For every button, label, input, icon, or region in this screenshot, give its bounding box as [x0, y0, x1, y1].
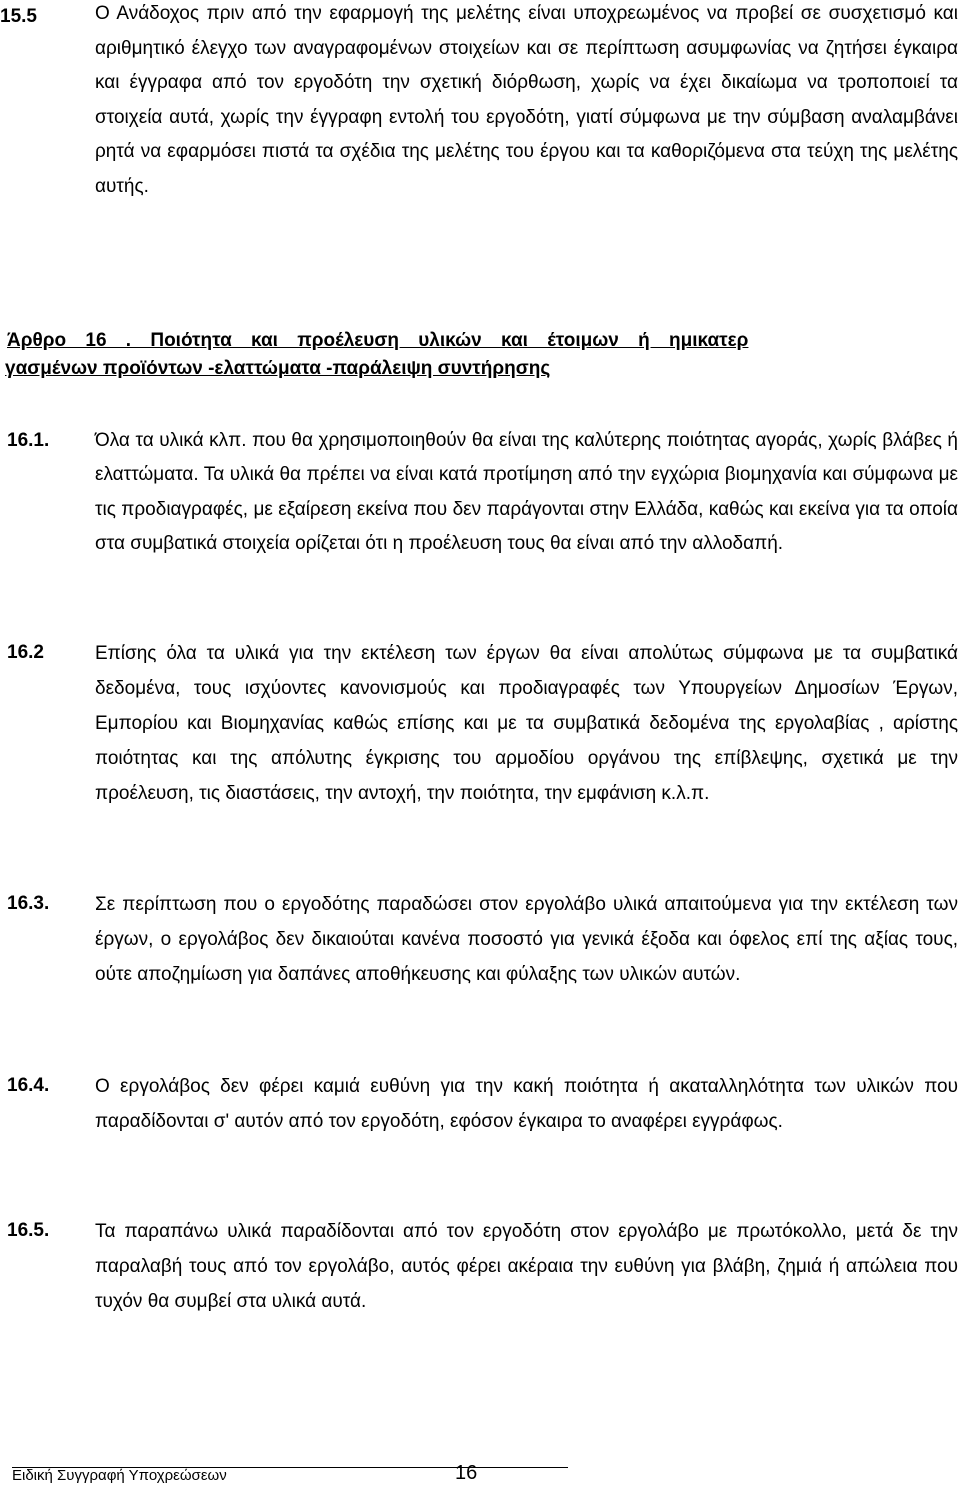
article-heading-line1: Άρθρο 16 . Ποιότητα και προέλευση υλικών και έτοιμων ή ημικατερ	[7, 330, 749, 351]
item-number: 16.3.	[7, 893, 50, 914]
item-text: Σε περίπτωση που ο εργοδότης παραδώσει στον εργολάβο υλικά απαιτούμενα για την εκτέλεση των έργων, ο εργολάβος δεν δικαιούται κανένα ποσοστό για γενικά έξοδα και όφελος επί της αξίας τους, ούτε αποζημίωση για δαπάνες αποθήκευσης και φύλαξης των υλικών αυτών.	[95, 894, 958, 985]
item-16-3	[7, 887, 958, 992]
item-16-1	[7, 424, 958, 562]
item-text: Ο εργολάβος δεν φέρει καμιά ευθύνη για την κακή ποιότητα ή ακαταλληλότητα των υλικών που παραδίδονται σ' αυτόν από τον εργοδότη, εφόσον έγκαιρα το αναφέρει εγγράφως.	[95, 1076, 958, 1132]
item-text: Όλα τα υλικά κλπ. που θα χρησιμοποιηθούν θα είναι της καλύτερης ποιότητας αγοράς, χωρίς βλάβες ή ελαττώματα. Τα υλικά θα πρέπει να είναι κατά προτίμηση από την εγχώρια βιομηχανία και σύμφωνα με τις προδιαγραφές, με εξαίρεση εκείνα που δεν παράγονται στην Ελλάδα, καθώς και εκείνα για τα οποία στα συμβατικά στοιχεία ορίζεται ότι η προέλευση τους θα είναι από την αλλοδαπή.	[95, 430, 958, 555]
item-number: 16.5.	[7, 1220, 50, 1241]
section-15-5	[0, 0, 958, 205]
item-16-2	[7, 636, 958, 811]
item-number: 16.2	[7, 642, 44, 663]
footer-page-number: 16	[455, 1462, 478, 1484]
article-heading-line2: γασμένων προϊόντων -ελαττώματα -παράλειψη συντήρησης	[5, 358, 551, 379]
item-number: 16.4.	[7, 1075, 50, 1096]
article-heading	[7, 327, 885, 383]
footer-title: Ειδική Συγγραφή Υποχρεώσεων	[12, 1467, 227, 1484]
section-number: 15.5	[0, 6, 37, 27]
item-16-5	[7, 1214, 958, 1319]
section-text: Ο Ανάδοχος πριν από την εφαρμογή της μελέτης είναι υποχρεωμένος να προβεί σε συσχετισμό και αριθμητικό έλεγχο των αναγραφομένων στοιχείων και σε περίπτωση ασυμφωνίας να ζητήσει έγκαιρα και έγγραφα από τον εργοδότη την σχετική διόρθωση, χωρίς να έχει δικαίωμα να τροποποιεί τα στοιχεία αυτά, χωρίς την έγγραφη εντολή του εργοδότη, γιατί σύμφωνα με την σύμβαση αναλαμβάνει ρητά να εφαρμόσει πιστά τα σχέδια της μελέτης του έργου και τα καθοριζόμενα στα τεύχη της μελέτης αυτής.	[95, 3, 958, 197]
item-16-4	[7, 1069, 958, 1139]
item-text: Επίσης όλα τα υλικά για την εκτέλεση των έργων θα είναι απολύτως σύμφωνα με τα συμβατικά δεδομένα, τους ισχύοντες κανονισμούς και προδιαγραφές των Υπουργείων Δημοσίων Έργων, Εμπορίου και Βιομηχανίας καθώς επίσης και με τα συμβατικά δεδομένα της εργολαβίας , αρίστης ποιότητας και της απόλυτης έγκρισης του αρμοδίου οργάνου της επίβλεψης, σχετικά με την προέλευση, τις διαστάσεις, την αντοχή, την ποιότητα, την εμφάνιση κ.λ.π.	[95, 643, 958, 804]
item-number: 16.1.	[7, 430, 50, 451]
item-text: Τα παραπάνω υλικά παραδίδονται από τον εργοδότη στον εργολάβο με πρωτόκολλο, μετά δε την παραλαβή τους από τον εργολάβο, αυτός φέρει ακέραια την ευθύνη για βλάβη, ζημιά ή απώλεια που τυχόν θα συμβεί στα υλικά αυτά.	[95, 1221, 958, 1312]
